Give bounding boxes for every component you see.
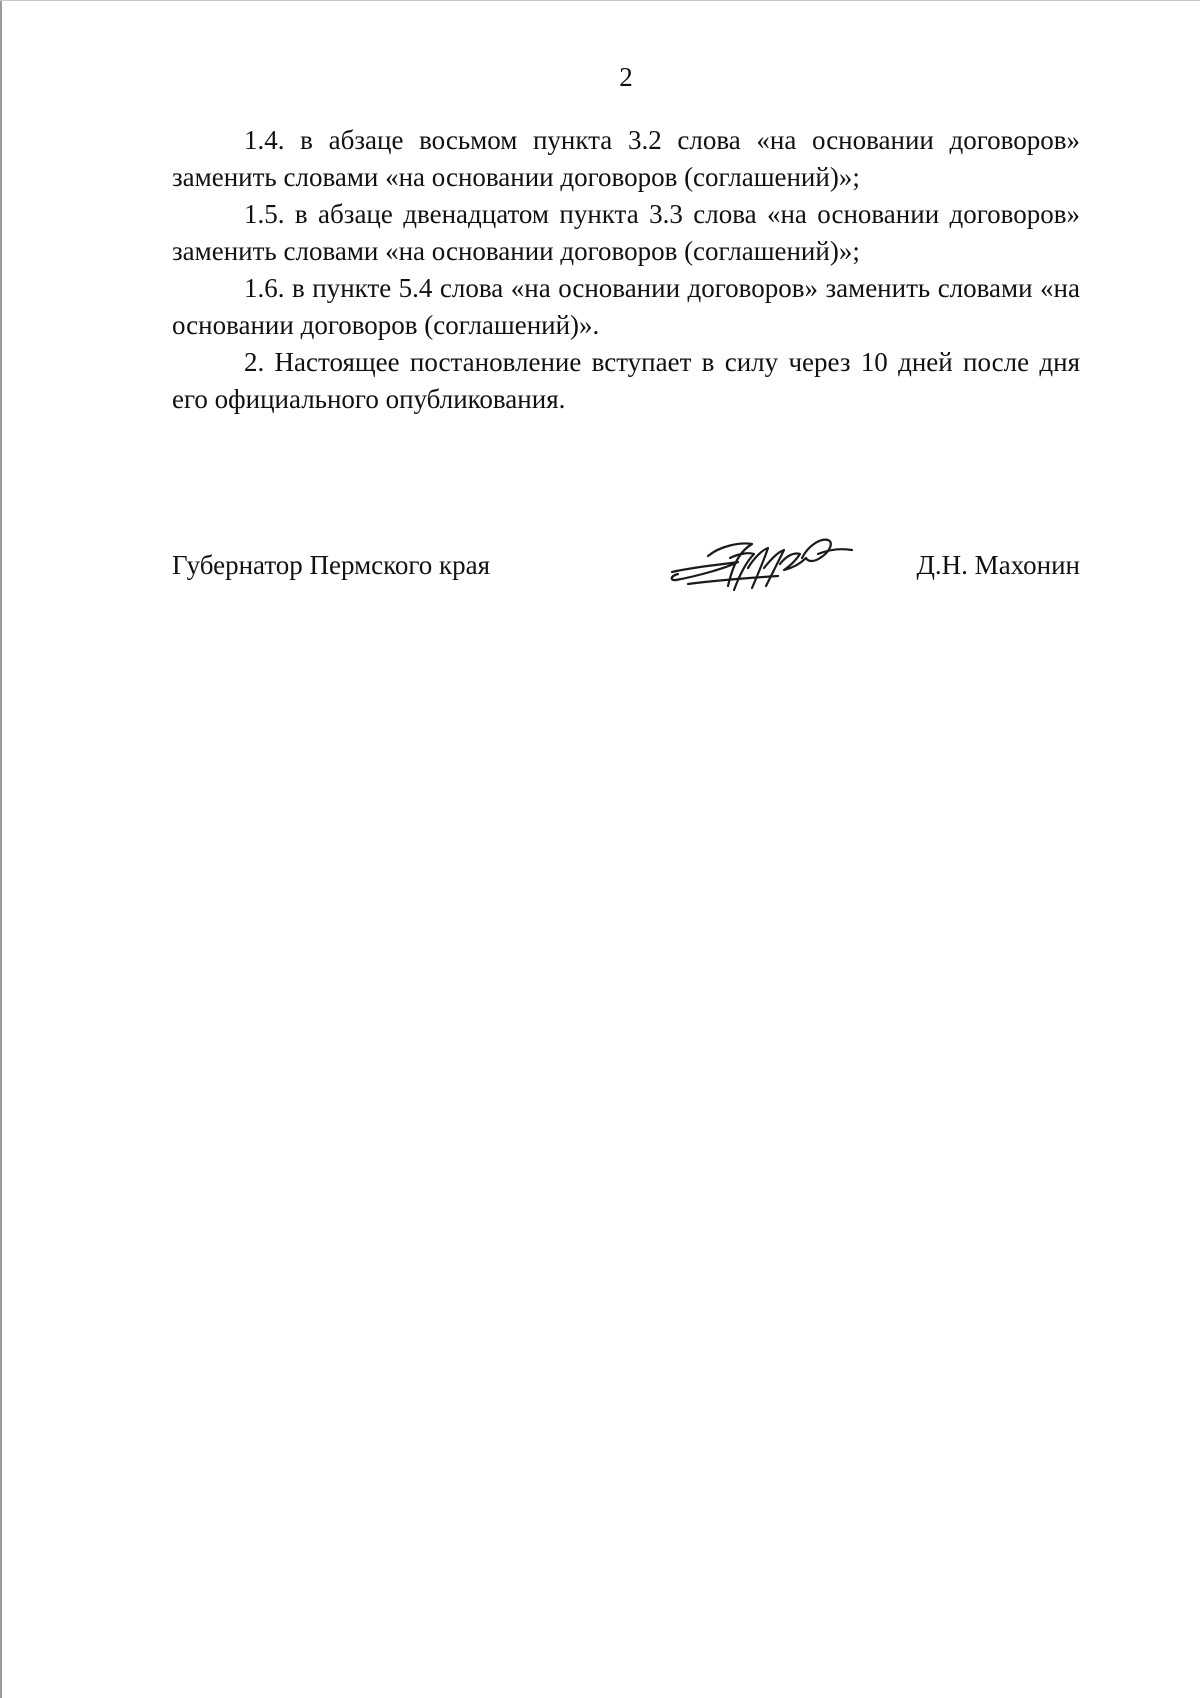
paragraph-1-4: 1.4. в абзаце восьмом пункта 3.2 слова «на основании договоров» заменить словами «на основании договоров (соглашений)»; [172, 125, 1080, 192]
signature-block [172, 547, 1080, 587]
paragraph-1-6: 1.6. в пункте 5.4 слова «на основании договоров» заменить словами «на основании договоров (соглашений)». [172, 273, 1080, 340]
document-body [172, 122, 1080, 418]
signatory-name: Д.Н. Махонин [916, 550, 1080, 580]
page-number: 2 [619, 62, 633, 92]
scan-edge-left [0, 0, 2, 1698]
scan-edge-top [0, 0, 1200, 1]
handwritten-signature [668, 528, 854, 598]
signatory-position: Губернатор Пермского края [172, 550, 491, 580]
paragraph-2: 2. Настоящее постановление вступает в силу через 10 дней после дня его официального опубликования. [172, 347, 1080, 414]
paragraph-1-5: 1.5. в абзаце двенадцатом пункта 3.3 слова «на основании договоров» заменить словами «на основании договоров (соглашений)»; [172, 199, 1080, 266]
